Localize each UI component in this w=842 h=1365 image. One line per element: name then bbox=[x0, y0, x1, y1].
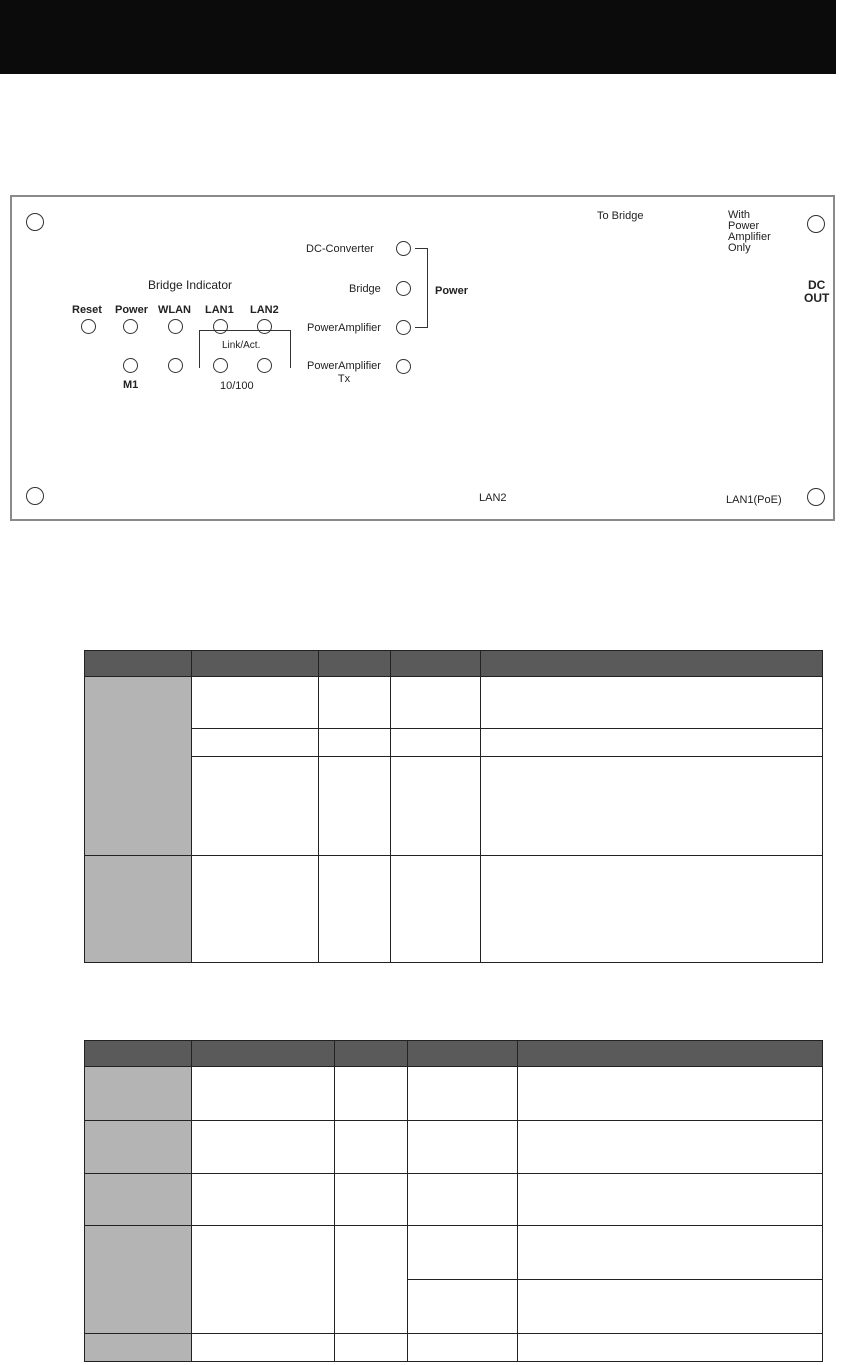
label-10-100: 10/100 bbox=[220, 380, 254, 392]
table-group-cell bbox=[85, 1067, 192, 1121]
table-cell bbox=[192, 1067, 335, 1121]
label-power-amplifier: PowerAmplifier bbox=[307, 322, 381, 334]
table-row bbox=[85, 1334, 823, 1362]
table-cell bbox=[518, 1067, 823, 1121]
with-pa-line2: Power bbox=[728, 220, 760, 232]
table-cell bbox=[481, 856, 823, 963]
table-cell bbox=[192, 1121, 335, 1174]
label-with-power-amplifier-only bbox=[728, 210, 771, 254]
table-cell bbox=[408, 1174, 518, 1226]
label-lan2: LAN2 bbox=[250, 304, 279, 316]
table-header-cell bbox=[192, 651, 319, 677]
table-group-cell bbox=[85, 677, 192, 856]
wlan-led bbox=[168, 319, 183, 334]
table-cell bbox=[319, 856, 391, 963]
table-cell bbox=[481, 757, 823, 856]
with-pa-line3: Amplifier bbox=[728, 231, 771, 243]
mounting-hole-bottom-left bbox=[26, 487, 44, 505]
label-power: Power bbox=[115, 304, 149, 316]
table-cell bbox=[391, 677, 481, 729]
table-group-cell bbox=[85, 1174, 192, 1226]
label-lan1: LAN1 bbox=[205, 304, 234, 316]
table-header-cell bbox=[481, 651, 823, 677]
table-row bbox=[85, 856, 823, 963]
table-header-cell bbox=[85, 651, 192, 677]
power-bracket bbox=[415, 248, 428, 328]
mounting-hole-bottom-right bbox=[807, 488, 825, 506]
label-power-amplifier-tx-line2: Tx bbox=[337, 373, 351, 385]
reset-led bbox=[81, 319, 96, 334]
table-cell bbox=[408, 1334, 518, 1362]
mounting-hole-top-right bbox=[807, 215, 825, 233]
table-group-cell bbox=[85, 1121, 192, 1174]
table-cell bbox=[391, 757, 481, 856]
table-header-row bbox=[85, 651, 823, 677]
table-cell bbox=[391, 729, 481, 757]
table-cell bbox=[518, 1334, 823, 1362]
table-cell bbox=[481, 677, 823, 729]
with-pa-line1: With bbox=[728, 209, 750, 221]
dc-converter-led bbox=[396, 241, 411, 256]
table-cell bbox=[192, 1174, 335, 1226]
table-group-cell bbox=[85, 1334, 192, 1362]
table-group-cell bbox=[85, 1226, 192, 1334]
table-cell bbox=[335, 1174, 408, 1226]
label-link-act: Link/Act. bbox=[222, 340, 261, 351]
label-m1: M1 bbox=[123, 379, 139, 391]
table-cell bbox=[518, 1226, 823, 1280]
dc-out-line2: OUT bbox=[804, 291, 830, 305]
table-cell bbox=[335, 1121, 408, 1174]
table-header-cell bbox=[335, 1041, 408, 1067]
table-row bbox=[85, 1121, 823, 1174]
table-cell bbox=[518, 1280, 823, 1334]
table-cell bbox=[192, 729, 319, 757]
bridge-front-panel bbox=[10, 195, 835, 521]
table-cell bbox=[335, 1067, 408, 1121]
table-row bbox=[85, 757, 823, 856]
power-amplifier-led bbox=[396, 320, 411, 335]
table-cell bbox=[192, 856, 319, 963]
table-cell bbox=[335, 1226, 408, 1334]
mounting-hole-top-left bbox=[26, 213, 44, 231]
label-wlan: WLAN bbox=[158, 304, 191, 316]
table-row bbox=[85, 677, 823, 729]
table-row bbox=[85, 729, 823, 757]
dc-out-line1: DC bbox=[808, 278, 826, 292]
label-power-amplifier-tx bbox=[307, 360, 381, 386]
label-reset: Reset bbox=[72, 304, 102, 316]
table-cell bbox=[408, 1226, 518, 1280]
table-cell bbox=[518, 1174, 823, 1226]
power-led bbox=[123, 319, 138, 334]
table-header-cell bbox=[408, 1041, 518, 1067]
table-cell bbox=[192, 1226, 335, 1334]
wlan-second-led bbox=[168, 358, 183, 373]
label-power-amplifier-tx-line1: PowerAmplifier bbox=[307, 360, 381, 372]
header-bar bbox=[0, 0, 836, 74]
label-to-bridge: To Bridge bbox=[597, 210, 644, 222]
m1-led bbox=[123, 358, 138, 373]
table-cell bbox=[408, 1067, 518, 1121]
table-row bbox=[85, 1174, 823, 1226]
table-cell bbox=[319, 757, 391, 856]
led-table-1 bbox=[84, 650, 823, 963]
label-bridge: Bridge bbox=[349, 283, 381, 295]
table-cell bbox=[335, 1334, 408, 1362]
table-header-row bbox=[85, 1041, 823, 1067]
table-cell bbox=[408, 1280, 518, 1334]
table-cell bbox=[192, 757, 319, 856]
table-cell bbox=[319, 677, 391, 729]
table-cell bbox=[192, 1334, 335, 1362]
table-cell bbox=[319, 729, 391, 757]
table-row bbox=[85, 1226, 823, 1280]
table-cell bbox=[518, 1121, 823, 1174]
table-cell bbox=[192, 677, 319, 729]
power-amplifier-tx-led bbox=[396, 359, 411, 374]
led-table-2 bbox=[84, 1040, 823, 1362]
table-cell bbox=[481, 729, 823, 757]
table-header-cell bbox=[518, 1041, 823, 1067]
label-lan1-poe: LAN1(PoE) bbox=[726, 494, 782, 506]
table-cell bbox=[408, 1121, 518, 1174]
with-pa-line4: Only bbox=[728, 242, 751, 254]
label-dc-out bbox=[804, 279, 829, 305]
table-row bbox=[85, 1067, 823, 1121]
table-header-cell bbox=[85, 1041, 192, 1067]
label-power-group: Power bbox=[435, 285, 469, 297]
table-group-cell bbox=[85, 856, 192, 963]
label-dc-converter: DC-Converter bbox=[306, 243, 374, 255]
table-header-cell bbox=[192, 1041, 335, 1067]
bridge-indicator-heading: Bridge Indicator bbox=[148, 278, 233, 292]
table-cell bbox=[391, 856, 481, 963]
table-header-cell bbox=[319, 651, 391, 677]
label-lan2-port: LAN2 bbox=[479, 492, 507, 504]
bridge-power-led bbox=[396, 281, 411, 296]
table-header-cell bbox=[391, 651, 481, 677]
